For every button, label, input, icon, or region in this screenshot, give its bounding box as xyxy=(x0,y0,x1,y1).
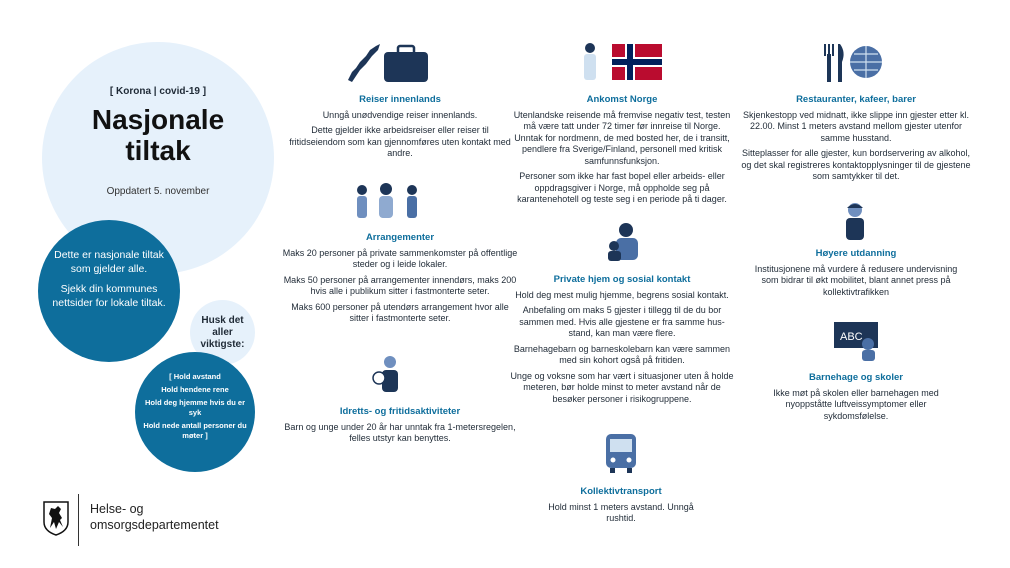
page-title xyxy=(42,104,274,166)
section-text: Anbefaling om maks 5 gjester i tillegg til de du bor sammen med. Hvis alle gjestene er fra samme hus-stand, kan man være flere. xyxy=(519,305,725,338)
student-icon xyxy=(840,200,870,242)
bus-icon xyxy=(604,432,638,474)
section-title: Ankomst Norge xyxy=(586,94,658,105)
section-title: Idretts- og fritidsaktiviteter xyxy=(339,406,461,417)
section-private xyxy=(508,274,736,409)
section-title: Høyere utdanning xyxy=(815,248,897,259)
section-text: Maks 50 personer på arrangementer innendørs, maks 200 hvis alle i publikum sitter i fastmonterte seter. xyxy=(283,274,517,296)
reminder-item: [ Hold avstand xyxy=(169,372,221,381)
section-text: Barnehagebarn og barneskolebarn kan være sammen med sin kohort også på fritiden. xyxy=(513,343,731,365)
department-line-2: omsorgsdepartementet xyxy=(90,518,219,532)
classroom-board-icon xyxy=(832,320,882,362)
section-text: Unge og voksne som har vært i situasjoner uten å holde meteren, bør holde minst to meter avstand når de besøker personer i risikogruppene. xyxy=(510,370,734,404)
section-reiser xyxy=(282,94,518,164)
section-text: Utenlandske reisende må fremvise negativ test, testen må være tatt under 72 timer før innreise til Norge. Unntak for nordmenn, de med bosted her, de i transitt, pendlere fra Sverige/Finland, personell med kritisk samfunnsfunksjon. xyxy=(513,109,731,166)
section-title: Reiser innenlands xyxy=(359,94,441,105)
section-text: Skjenkestopp ved midnatt, ikke slippe inn gjester etter kl. 22.00. Minst 1 meters avstand mellom gjester utenfor samme husstand. xyxy=(742,109,970,143)
section-text: Barn og unge under 20 år har unntak fra 1-metersregelen, felles utstyr kan benyttes. xyxy=(284,421,516,443)
section-idrett xyxy=(282,406,518,449)
national-info-p1: Dette er nasjonale tiltak som gjelder alle. xyxy=(54,249,164,275)
section-text: Personer som ikke har fast bopel eller arbeids- eller oppdragsgiver i Norge, må oppholde seg på karantenehotell og teste seg i en periode på ti dager. xyxy=(517,171,727,204)
section-text: Hold deg mest mulig hjemme, begrens sosial kontakt. xyxy=(515,289,729,300)
national-info-text xyxy=(44,249,174,317)
board-text: ABC xyxy=(840,331,863,343)
reminder-item: Hold deg hjemme hvis du er syk xyxy=(144,398,246,417)
section-text: Maks 600 personer på utendørs arrangement hvor alle sitter i fastmonterte seter. xyxy=(291,301,509,323)
section-text: Ikke møt på skolen eller barnehagen med nyoppståtte luftveissymptomer eller sykdomsfølelse. xyxy=(773,387,939,421)
reminder-list xyxy=(140,372,250,444)
section-kollektiv xyxy=(540,486,702,529)
section-title: Restauranter, kafeer, barer xyxy=(796,94,916,105)
section-utdanning xyxy=(752,248,960,302)
section-text: Hold minst 1 meters avstand. Unngå rushtid. xyxy=(548,501,694,523)
audience-icon xyxy=(350,182,426,220)
national-info-p2: Sjekk din kommunes nettsider for lokale tiltak. xyxy=(52,283,166,309)
football-player-icon xyxy=(370,354,406,394)
section-text: Unngå unødvendige reiser innenlands. xyxy=(322,109,478,120)
section-restauranter xyxy=(740,94,972,187)
section-title: Kollektivtransport xyxy=(580,486,662,497)
section-title: Arrangementer xyxy=(365,232,435,243)
section-text: Dette gjelder ikke arbeidsreiser eller reiser til fritidseiendom som kan gjennomføres uten kontakt med andre. xyxy=(289,125,511,158)
title-line-1: Nasjonale xyxy=(91,104,225,135)
norway-map-suitcase-icon xyxy=(346,40,430,84)
reminder-item: Hold hendene rene xyxy=(161,385,229,394)
section-text: Sitteplasser for alle gjester, kun bordservering av alkohol, og det skal registreres kontaktopplysninger til de gjestene som samtykker til det. xyxy=(741,148,971,181)
cutlery-globe-icon xyxy=(822,40,886,84)
family-icon xyxy=(604,220,644,262)
reminder-heading: Husk det aller viktigste: xyxy=(200,315,245,350)
coat-of-arms-lion-icon xyxy=(42,500,70,536)
section-barnehage xyxy=(764,372,948,426)
reminder-item: Hold nede antall personer du møter ] xyxy=(143,421,247,440)
logo-divider xyxy=(78,494,79,546)
section-arrangementer xyxy=(282,232,518,329)
section-title: Barnehage og skoler xyxy=(809,372,903,383)
department-name xyxy=(90,501,219,533)
title-line-2: tiltak xyxy=(125,135,191,166)
department-line-1: Helse- og xyxy=(90,502,144,516)
section-text: Institusjonene må vurdere å redusere undervisning som bidrar til økt mobilitet, blant annet press på kollektivtrafikken xyxy=(754,263,958,297)
section-ankomst xyxy=(508,94,736,210)
section-text: Maks 20 personer på private sammenkomster på offentlige steder og i leide lokaler. xyxy=(282,247,518,269)
section-title: Private hjem og sosial kontakt xyxy=(553,274,691,285)
updated-date: Oppdatert 5. november xyxy=(106,186,210,197)
flag-traveler-icon xyxy=(578,40,664,84)
topic-tag: [ Korona | covid-19 ] xyxy=(109,86,207,97)
